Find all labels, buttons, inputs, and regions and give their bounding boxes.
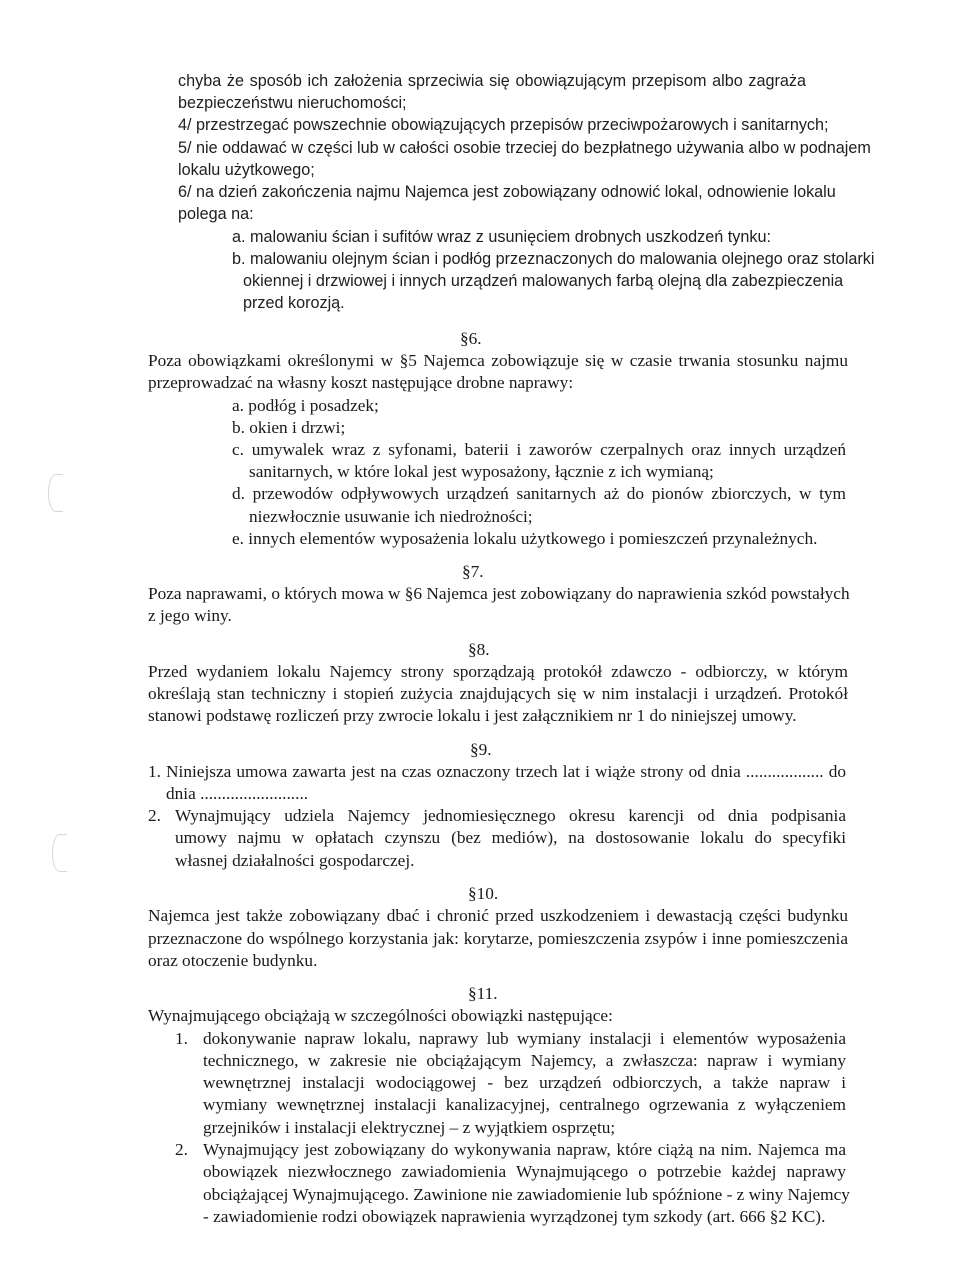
section-heading: §6. <box>460 329 482 348</box>
text-line: 6/ na dzień zakończenia najmu Najemca jest zobowiązany odnowić lokal, odnowienie lokalu <box>178 183 836 201</box>
list-item: 1. Niniejsza umowa zawarta jest na czas oznaczony trzech lat i wiąże strony od dnia .................. do <box>148 762 846 781</box>
text-line: przed korozją. <box>243 294 345 312</box>
text-line: umowy najmu w opłatach czynszu (bez mediów), na dostosowanie lokalu do specyfiki <box>175 828 846 847</box>
text-line: Poza naprawami, o których mowa w §6 Najemca jest zobowiązany do naprawienia szkód powstałych <box>148 584 850 603</box>
list-item: dokonywanie napraw lokalu, naprawy lub wymiany instalacji i elementów wyposażenia <box>203 1029 846 1048</box>
text-line: dnia ......................... <box>166 784 309 803</box>
text-line: Wynajmującego obciążają w szczególności obowiązki następujące: <box>148 1006 613 1025</box>
list-item: Wynajmujący udziela Najemcy jednomiesięcznego okresu karencji od dnia podpisania <box>175 806 846 825</box>
text-line: 5/ nie oddawać w części lub w całości osobie trzeciej do bezpłatnego używania albo w podnajem <box>178 139 871 157</box>
list-item: d. przewodów odpływowych urządzeń sanitarnych aż do pionów zbiorczych, w tym <box>232 484 846 503</box>
text-line: polega na: <box>178 205 254 223</box>
list-item: e. innych elementów wyposażenia lokalu użytkowego i pomieszczeń przynależnych. <box>232 529 818 548</box>
text-line: Przed wydaniem lokalu Najemcy strony sporządzają protokół zdawczo - odbiorczy, w którym <box>148 662 848 681</box>
text-line: wewnętrznej instalacji wodociągowej - bez urządzeń odbiorczych, a także napraw i <box>203 1073 846 1092</box>
list-number: 2. <box>148 806 161 825</box>
text-line: niezwłocznie usuwanie ich niedrożności; <box>249 507 533 526</box>
text-line: Najemca jest także zobowiązany dbać i chronić przed uszkodzeniem i dewastacją części budynku <box>148 906 848 925</box>
text-line: sanitarnych, w które lokal jest wyposażony, łącznie z ich wymianą; <box>249 462 714 481</box>
section-heading: §10. <box>468 884 499 903</box>
text-line: wymiany wewnętrznej instalacji kanalizacyjnej, centralnego ogrzewania z wyłączeniem <box>203 1095 846 1114</box>
text-line: Poza obowiązkami określonymi w §5 Najemca zobowiązuje się w czasie trwania stosunku najmu <box>148 351 848 370</box>
text-line: grzejników i instalacji elektrycznej – z wyjątkiem osprzętu; <box>203 1118 616 1137</box>
punch-hole-mark <box>52 834 67 872</box>
text-line: obciążającej Wynajmującego. Zawinione nie zawiadomienie lub spóźnione - z winy Najemcy <box>203 1185 850 1204</box>
list-item: Wynajmujący jest zobowiązany do wykonywania napraw, które ciążą na nim. Najemca ma <box>203 1140 846 1159</box>
list-item: b. okien i drzwi; <box>232 418 346 437</box>
text-line: określają stan techniczny i stopień zużycia znajdujących się w nim instalacji i urządzeń. Protokół <box>148 684 848 703</box>
section-heading: §8. <box>468 640 490 659</box>
section-heading: §7. <box>462 562 484 581</box>
text-line: z jego winy. <box>148 606 232 625</box>
text-line: stanowi podstawę rozliczeń przy zwrocie lokalu i jest załącznikiem nr 1 do niniejszej umowy. <box>148 706 797 725</box>
text-line: technicznego, w zakresie nie obciążającym Najemcy, a zwłaszcza: napraw i wymiany <box>203 1051 846 1070</box>
section-heading: §11. <box>468 984 498 1003</box>
text-line: bezpieczeństwu nieruchomości; <box>178 94 407 112</box>
list-item: a. podłóg i posadzek; <box>232 396 379 415</box>
text-line: własnej działalności gospodarczej. <box>175 851 415 870</box>
text-line: przeprowadzać na własny koszt następujące drobne naprawy: <box>148 373 574 392</box>
list-number: 2. <box>175 1140 188 1159</box>
text-line: oraz otoczenie budynku. <box>148 951 318 970</box>
text-line: - zawiadomienie rodzi obowiązek naprawienia wyrządzonej tym szkody (art. 666 §2 KC). <box>203 1207 826 1226</box>
list-number: 1. <box>175 1029 188 1048</box>
punch-hole-mark <box>48 474 63 512</box>
section-heading: §9. <box>470 740 492 759</box>
text-line: lokalu użytkowego; <box>178 161 315 179</box>
text-line: 4/ przestrzegać powszechnie obowiązujących przepisów przeciwpożarowych i sanitarnych; <box>178 116 829 134</box>
text-line: przeznaczone do wspólnego korzystania jak: korytarze, pomieszczenia zsypów i inne pomieszczenia <box>148 929 848 948</box>
list-item: a. malowaniu ścian i sufitów wraz z usunięciem drobnych uszkodzeń tynku: <box>232 228 771 246</box>
text-line: okiennej i drzwiowej i innych urządzeń malowanych farbą olejną dla zabezpieczenia <box>243 272 844 290</box>
list-item: b. malowaniu olejnym ścian i podłóg przeznaczonych do malowania olejnego oraz stolarki <box>232 250 875 268</box>
list-item: c. umywalek wraz z syfonami, baterii i zaworów czerpalnych oraz innych urządzeń <box>232 440 846 459</box>
text-line: obowiązek niezwłocznego zawiadomienia Wynajmującego o potrzebie każdej naprawy <box>203 1162 846 1181</box>
text-line: chyba że sposób ich założenia sprzeciwia się obowiązującym przepisom albo zagraża <box>178 72 806 90</box>
